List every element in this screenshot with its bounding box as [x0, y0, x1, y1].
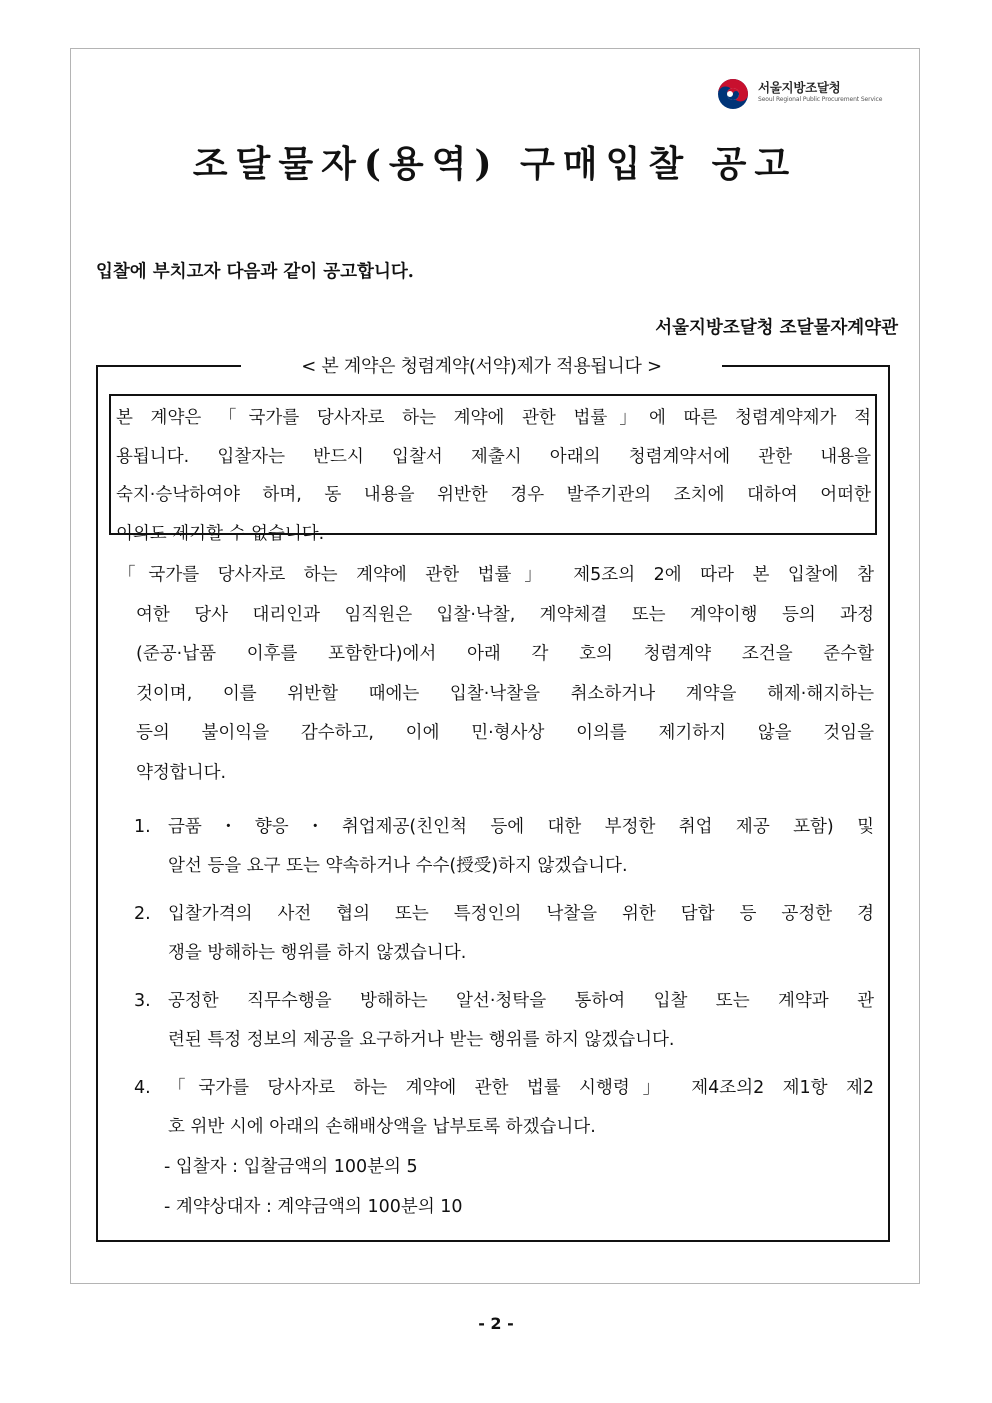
notice-line: 본 계약은 「국가를 당사자로 하는 계약에 관한 법률」에 따른 청렴계약제가 적 [116, 408, 871, 428]
item-line: 련된 특정 정보의 제공을 요구하거나 받는 행위를 하지 않겠습니다. [168, 1030, 675, 1050]
signer: 서울지방조달청 조달물자계약관 [655, 318, 898, 338]
list-item [134, 1069, 874, 1147]
pledge-items [134, 808, 874, 1227]
item-line: 금품・향응・취업제공(친인척 등에 대한 부정한 취업 제공 포함) 및 [168, 817, 874, 837]
box-top-border-left [96, 365, 241, 367]
pledge-line: 것이며, 이를 위반할 때에는 입찰·낙찰을 취소하거나 계약을 해제·해지하는 [136, 683, 874, 704]
item-number: 2. [134, 904, 151, 924]
logo-name: 서울지방조달청 [758, 80, 841, 95]
notice-box [109, 394, 877, 544]
notice-line: 용됩니다. 입찰자는 반드시 입찰서 제출시 아래의 청렴계약서에 관한 내용을 [116, 446, 871, 467]
sub-item-contractor: - 계약상대자 : 계약금액의 100분의 10 [164, 1197, 463, 1217]
box-top-border-right [722, 365, 890, 367]
item-line: 쟁을 방해하는 행위를 하지 않겠습니다. [168, 943, 467, 963]
pledge-line: (준공·납품 이후를 포함한다)에서 아래 각 호의 청렴계약 조건을 준수할 [136, 644, 874, 664]
pledge-line: 등의 불이익을 감수하고, 이에 민·형사상 이의를 제기하지 않을 것임을 [136, 723, 874, 743]
pledge-line: 약정합니다. [136, 762, 227, 783]
logo [716, 76, 916, 112]
item-line: 공정한 직무수행을 방해하는 알선·청탁을 통하여 입찰 또는 계약과 관 [168, 991, 874, 1011]
list-item [134, 808, 874, 886]
item-line: 호 위반 시에 아래의 손해배상액을 납부토록 하겠습니다. [168, 1117, 596, 1137]
notice-line: 숙지·승낙하여야 하며, 동 내용을 위반한 경우 발주기관의 조치에 대하여 어떠한 [116, 485, 871, 505]
intro-text: 입찰에 부치고자 다음과 같이 공고합니다. [96, 262, 414, 282]
document-title: 조달물자(용역) 구매입찰 공고 [192, 143, 798, 185]
item-line: 알선 등을 요구 또는 약속하거나 수수(授受)하지 않겠습니다. [168, 856, 628, 876]
item-number: 4. [134, 1078, 151, 1098]
sub-item-bidder: - 입찰자 : 입찰금액의 100분의 5 [164, 1157, 418, 1177]
page-number: - 2 - [478, 1314, 514, 1333]
box-caption: < 본 계약은 청렴계약(서약)제가 적용됩니다 > [301, 356, 662, 377]
logo-subtitle: Seoul Regional Public Procurement Service [758, 96, 883, 103]
item-line: 「국가를 당사자로 하는 계약에 관한 법률 시행령」 제4조의2 제1항 제2 [168, 1078, 874, 1098]
item-number: 3. [134, 991, 151, 1011]
item-line: 입찰가격의 사전 협의 또는 특정인의 낙찰을 위한 담합 등 공정한 경 [168, 904, 874, 924]
taegeuk-emblem-icon [716, 77, 750, 111]
pledge-line: 「국가를 당사자로 하는 계약에 관한 법률」 제5조의 2에 따라 본 입찰에 참 [118, 565, 874, 585]
pledge-line: 여한 당사 대리인과 임직원은 입찰·낙찰, 계약체결 또는 계약이행 등의 과정 [136, 604, 874, 625]
pledge-paragraph [118, 556, 874, 793]
notice-line: 이의도 제기할 수 없습니다. [116, 523, 325, 544]
list-item [134, 982, 874, 1060]
list-item [134, 895, 874, 973]
item-number: 1. [134, 817, 151, 837]
